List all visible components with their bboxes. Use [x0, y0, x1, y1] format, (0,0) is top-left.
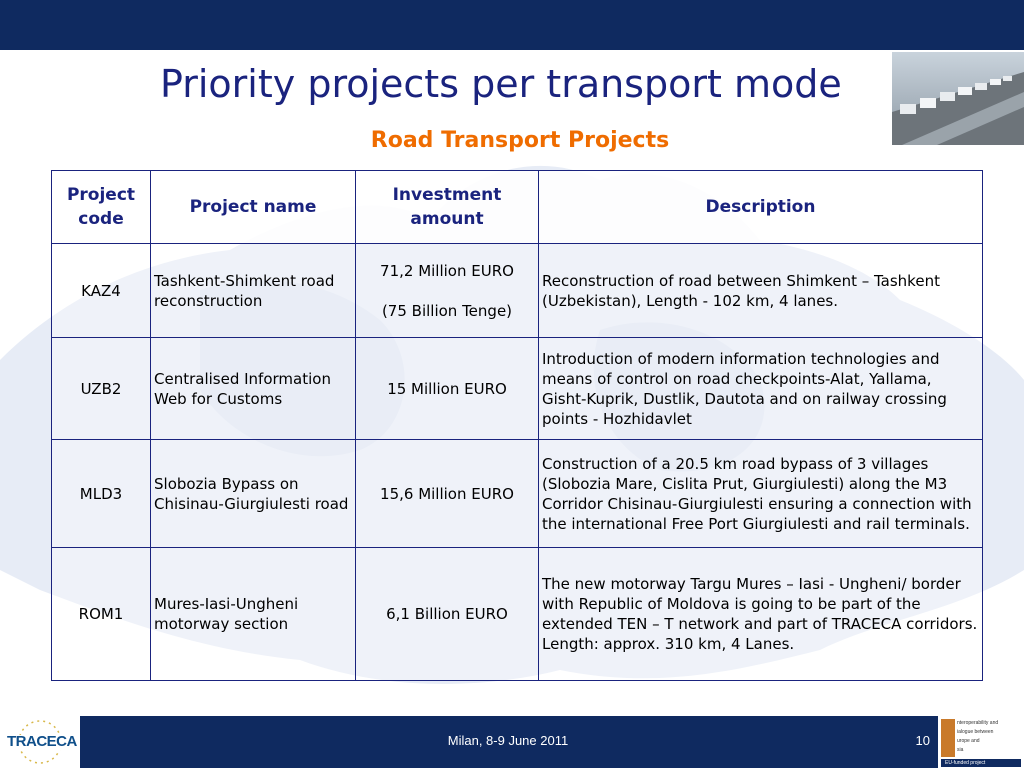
- page-title: Priority projects per transport mode: [160, 62, 842, 106]
- cell-project-name: Tashkent-Shimkent road reconstruction: [151, 244, 356, 338]
- cell-description: Introduction of modern information technologies and means of control on road checkpoints-Alat, Yallama, Gisht-Kuprik, Dustlik, Dautota and on railway crossing points - Hozhidavlet: [539, 338, 983, 440]
- idea-logo-line: nteroperability and: [957, 720, 999, 726]
- cell-project-name: Slobozia Bypass on Chisinau-Giurgiulesti road: [151, 440, 356, 548]
- page-number: 10: [915, 733, 930, 748]
- section-subtitle: Road Transport Projects: [370, 128, 670, 153]
- top-banner: [0, 0, 1024, 50]
- table-row: [52, 440, 983, 548]
- cell-investment: 15 Million EURO: [356, 338, 539, 440]
- cell-investment: [356, 244, 539, 338]
- header-project-name: Project name: [151, 171, 356, 244]
- investment-alt-value: (75 Billion Tenge): [381, 301, 513, 320]
- description-text: The new motorway Targu Mures – Iasi - Ungheni/ border with Republic of Moldova is going to be part of the extended TEN – T network and part of TRACECA corridors.: [542, 575, 978, 633]
- table-row: [52, 548, 983, 681]
- highway-photo: [892, 52, 1024, 145]
- header-description: Description: [539, 171, 983, 244]
- table-row: [52, 338, 983, 440]
- cell-project-code: KAZ4: [52, 244, 151, 338]
- cell-description: Reconstruction of road between Shimkent – Tashkent (Uzbekistan), Length - 102 km, 4 lanes.: [539, 244, 983, 338]
- table-row: [52, 244, 983, 338]
- idea-logo-caption: EU-funded project: [941, 759, 1021, 767]
- footer-event: Milan, 8-9 June 2011: [447, 733, 569, 748]
- investment-value: 71,2 Million EURO: [380, 261, 514, 280]
- projects-table: [51, 170, 983, 681]
- table-header-row: [52, 171, 983, 244]
- idea-logo: [938, 716, 1024, 768]
- cell-project-code: ROM1: [52, 548, 151, 681]
- cell-investment: 6,1 Billion EURO: [356, 548, 539, 681]
- idea-logo-line: sia: [957, 747, 964, 753]
- traceca-logo-text: TRACECA: [7, 733, 77, 750]
- cell-description: Construction of a 20.5 km road bypass of 3 villages (Slobozia Mare, Cislita Prut, Giurgiulesti) along the M3 Corridor Chisinau-Giurgiulesti ensuring a connection with the international Free Port Giurgiulesti and rail terminals.: [539, 440, 983, 548]
- idea-logo-line: ialogue between: [957, 729, 994, 735]
- cell-project-code: UZB2: [52, 338, 151, 440]
- cell-project-name: Centralised Information Web for Customs: [151, 338, 356, 440]
- cell-project-code: MLD3: [52, 440, 151, 548]
- cell-investment: 15,6 Million EURO: [356, 440, 539, 548]
- header-investment-amount: Investment amount: [356, 171, 539, 244]
- cell-description: [539, 548, 983, 681]
- cell-project-name: Mures-Iasi-Ungheni motorway section: [151, 548, 356, 681]
- idea-logo-line: urope and: [957, 738, 980, 744]
- description-length: Length: approx. 310 km, 4 Lanes.: [542, 635, 795, 653]
- header-project-code: Project code: [52, 171, 151, 244]
